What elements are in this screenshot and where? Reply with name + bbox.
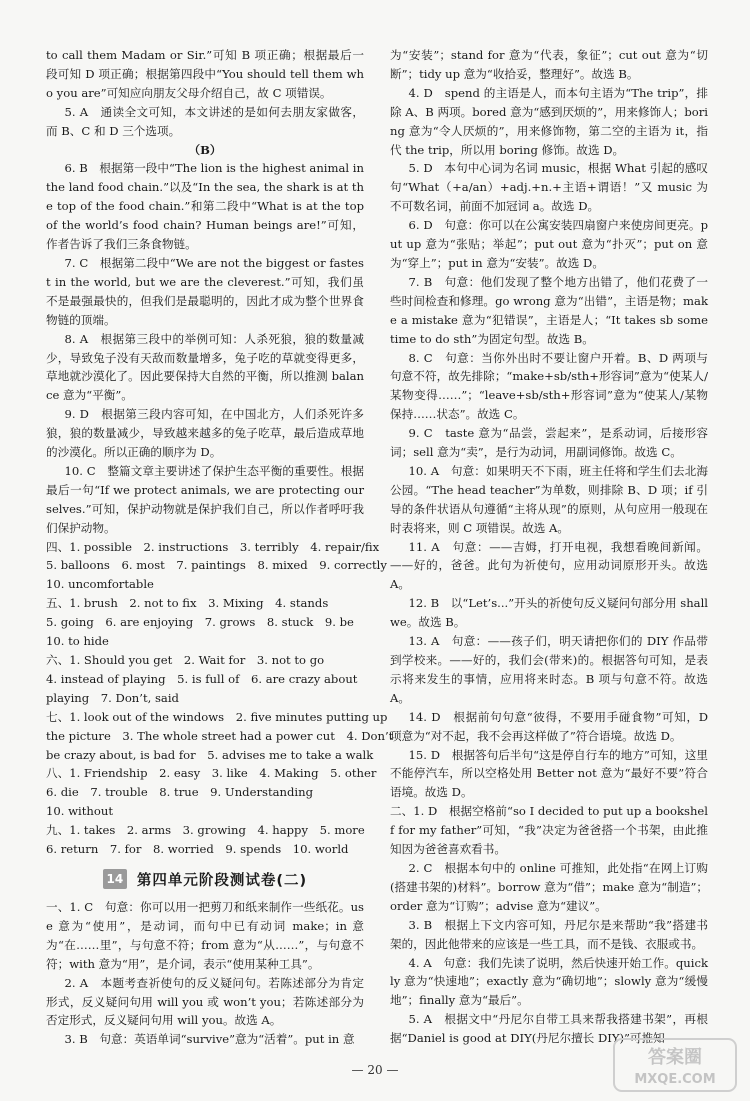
paragraph: to call them Madam or Sir.”可知 B 项正确；根据最后一段可知 D 项正确；根据第四段中“You should tell them who you are”可知应向朋友父母介绍自己，故 C 项错误。 bbox=[46, 48, 364, 100]
paragraph: 8. A 根据第三段中的举例可知：人杀死狼，狼的数量减少，导致兔子没有天敌而数量增多，兔子吃的草就变得更多，草地就沙漠化了。因此要保持大自然的平衡，所以推测 balance 意为“平衡”。 bbox=[46, 331, 364, 403]
paragraph: 为“安装”；stand for 意为“代表，象征”；cut out 意为“切断”；tidy up 意为“收拾妥，整理好”。故选 B。 bbox=[390, 48, 708, 81]
answer-line: 5. balloons 6. most 7. paintings 8. mixed 9. correctly bbox=[46, 558, 387, 573]
paragraph: 6. B 根据第一段中“The lion is the highest animal in the land food chain.”以及“In the sea, the shark is at the top of the food chain.”和第二段中“What is at the top of the world’s food chain? Human beings are!”可知，作者告诉了我们三条食物链。 bbox=[46, 161, 364, 252]
answer-line: 五、1. brush 2. not to fix 3. Mixing 4. stands bbox=[46, 596, 329, 611]
right-column bbox=[390, 46, 708, 1048]
answer-line: 4. instead of playing 5. is full of 6. are crazy about bbox=[46, 671, 358, 686]
paragraph: 2. A 本题考查祈使句的反义疑问句。若陈述部分为肯定形式，反义疑问句用 will you 或 won’t you；若陈述部分为否定形式，反义疑问句用 will you。故选 A。 bbox=[46, 975, 364, 1028]
answer-line: 九、1. takes 2. arms 3. growing 4. happy 5. more bbox=[46, 823, 365, 838]
paragraph: 10. A 句意：如果明天不下雨，班主任将和学生们去北海公园。“The head teacher”为单数，则排除 B、D 项；if 引导的条件状语从句遵循“主将从现”的原则，从句应用一般现在时表将来，则 C 项错误。故选 A。 bbox=[390, 463, 708, 535]
left-column bbox=[46, 46, 394, 1049]
paragraph: 9. C taste 意为“品尝，尝起来”，是系动词，后接形容词；sell 意为“卖”，是行为动词，用副词修饰。故选 C。 bbox=[390, 426, 708, 460]
paragraph: 8. C 句意：当你外出时不要让窗户开着。B、D 两项与句意不符，故先排除；“make+sb/sth+形容词”意为“使某人/某物变得……”；“leave+sb/sth+形容词”意为“使某人/某物保持……状态”。故选 C。 bbox=[390, 350, 708, 422]
page-number: — 20 — bbox=[351, 1063, 399, 1077]
answer-line: 六、1. Should you get 2. Wait for 3. not to go bbox=[46, 653, 325, 667]
paragraph: 12. B 以“Let’s...”开头的祈使句反义疑问句部分用 shall we。故选 B。 bbox=[390, 596, 708, 630]
paragraph: 7. C 根据第二段中“We are not the biggest or fastest in the world, but we are the cleverest.”可知，我们虽不是最强最快的，但我们是最聪明的，因此才成为整个世界食物链的顶端。 bbox=[46, 255, 364, 327]
answer-line: 10. without bbox=[46, 804, 113, 819]
answer-line: 四、1. possible 2. instructions 3. terribly 4. repair/fix bbox=[46, 539, 380, 554]
watermark-text-cn: 答案圈 bbox=[648, 1047, 702, 1068]
answer-line: the picture 3. The whole street had a power cut 4. Don’t bbox=[46, 728, 394, 743]
paragraph: 2. C 根据本句中的 online 可推知，此处指“在网上订购(搭建书架的)材料”。borrow 意为“借”；make 意为“制造”；order 意为“订购”；advise 意为“建议”。 bbox=[390, 860, 708, 913]
paragraph: 4. A 句意：我们先读了说明，然后快速开始工作。quickly 意为“快速地”；exactly 意为“确切地”；slowly 意为“缓慢地”；finally 意为“最后”。 bbox=[390, 955, 708, 1008]
section-number-badge: 14 bbox=[103, 869, 127, 889]
paragraph: 5. D 本句中心词为名词 music，根据 What 引起的感叹句“What（+a/an）+adj.+n.+主语+谓语！”又 music 为不可数名词，前面不加冠词 a。故选 D。 bbox=[390, 161, 708, 214]
section-header bbox=[46, 869, 364, 890]
paragraph: 5. A 根据文中“丹尼尔自带工具来帮我搭建书架”，再根据“Daniel is good at DIY(丹尼尔擅长 DIY)”可推知 bbox=[390, 1012, 708, 1046]
paragraph: 3. B 根据上下文内容可知，丹尼尔是来帮助“我”搭建书架的，因此他带来的应该是一些工具，而不是钱、衣服或书。 bbox=[390, 917, 708, 951]
paragraph: 二、1. D 根据空格前“so I decided to put up a bookshelf for my father”可知，“我”决定为爸爸搭一个书架，由此推知因为爸爸喜欢看书。 bbox=[390, 804, 708, 857]
paragraph: 3. B 句意：英语单词“survive”意为“活着”。put in 意 bbox=[64, 1032, 355, 1047]
answer-line: be crazy about, is bad for 5. advises me to take a walk bbox=[46, 747, 374, 762]
section-title: 第四单元阶段测试卷(二) bbox=[136, 872, 308, 889]
paragraph: 15. D 根据答句后半句“这是停自行车的地方”可知，这里不能停汽车，所以空格处用 Better not 意为“最好不要”符合语境。故选 D。 bbox=[390, 747, 708, 800]
answer-line: 七、1. look out of the windows 2. five minutes putting up bbox=[46, 709, 388, 724]
answer-line: 10. to hide bbox=[46, 634, 109, 649]
answer-line: playing 7. Don’t, said bbox=[46, 690, 179, 705]
paragraph: 6. D 句意：你可以在公寓安装四扇窗户来使房间更亮。put up 意为“张贴；举起”；put out 意为“扑灭”；put on 意为“穿上”；put in 意为“安装”。故选 D。 bbox=[390, 218, 708, 270]
paragraph: 14. D 根据前句句意“彼得，不要用手碰食物”可知，D 项意为“对不起，我不会再这样做了”符合语境。故选 D。 bbox=[390, 709, 708, 743]
paragraph: 9. D 根据第三段内容可知，在中国北方，人们杀死许多狼，狼的数量减少，导致越来越多的兔子吃草，最后造成草地的沙漠化。所以正确的顺序为 D。 bbox=[46, 407, 364, 460]
paragraph: 一、1. C 句意：你可以用一把剪刀和纸来制作一些纸花。use 意为“使用”，是动词，而句中已有动词 make；in 意为“在……里”，与句意不符；from 意为“从……”，与句意不符；with 意为“用”，是介词，表示“使用某种工具”。 bbox=[46, 899, 364, 971]
paragraph: 10. C 整篇文章主要讲述了保护生态平衡的重要性。根据最后一句“If we protect animals, we are protecting ourselves.”可知，保护动物就是保护我们自己，所以作者呼吁我们保护动物。 bbox=[46, 463, 364, 535]
answer-line: 10. uncomfortable bbox=[46, 577, 154, 592]
answer-line: 6. return 7. for 8. worried 9. spends 10. world bbox=[46, 842, 349, 857]
answer-line: 6. die 7. trouble 8. true 9. Understanding bbox=[46, 785, 313, 800]
watermark-text-en: MXQE.COM bbox=[634, 1072, 716, 1087]
paragraph: 5. A 通读全文可知，本文讲述的是如何去朋友家做客，而 B、C 和 D 三个选项。 bbox=[46, 104, 364, 138]
paragraph: 13. A 句意：——孩子们，明天请把你们的 DIY 作品带到学校来。——好的，我们会(带来)的。根据答句可知，是表示将来发生的事情，应用将来时态。B 项与句意不符。故选 A。 bbox=[390, 634, 708, 705]
watermark-logo bbox=[612, 1035, 738, 1095]
answer-line: 八、1. Friendship 2. easy 3. like 4. Making 5. other bbox=[46, 766, 377, 781]
answer-line: 5. going 6. are enjoying 7. grows 8. stuck 9. be bbox=[46, 615, 354, 630]
answer-list bbox=[46, 538, 394, 859]
part-heading: （B） bbox=[188, 142, 222, 157]
paragraph: 11. A 句意：——吉姆，打开电视，我想看晚间新闻。——好的，爸爸。此句为祈使句，应用动词原形开头。故选 A。 bbox=[390, 539, 708, 592]
paragraph: 4. D spend 的主语是人，而本句主语为“The trip”，排除 A、B 两项。bored 意为“感到厌烦的”，用来修饰人；boring 意为“令人厌烦的”，用来修饰物，第二空的主语为 it，指代 the trip，所以用 boring 修饰。故选 D。 bbox=[390, 85, 708, 157]
paragraph: 7. B 句意：他们发现了整个地方出错了，他们花费了一些时间检查和修理。go wrong 意为“出错”，主语是物；make a mistake 意为“犯错误”，主语是人；“It takes sb some time to do sth”为固定句型。故选 B。 bbox=[390, 274, 708, 346]
